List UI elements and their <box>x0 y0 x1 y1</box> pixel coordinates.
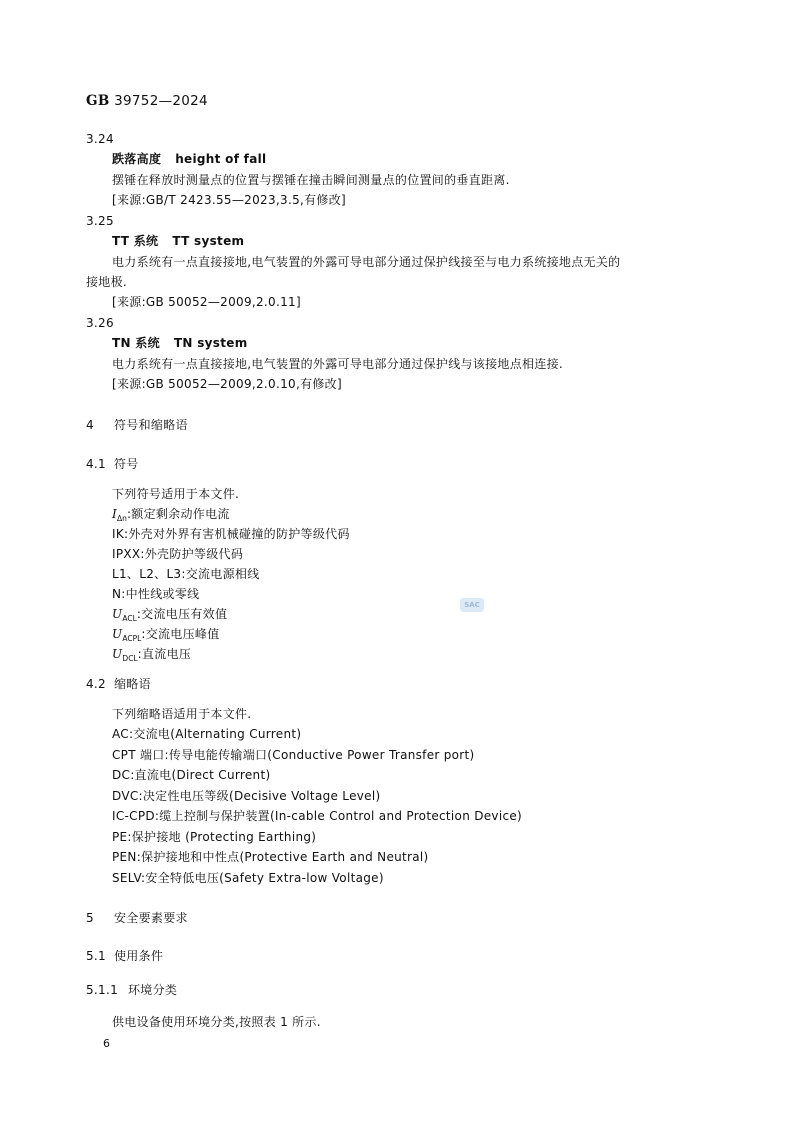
section-title: 安全要素要求 <box>114 911 188 925</box>
standard-code: GB <box>86 93 110 109</box>
symbol-item: IK:外壳对外界有害机械碰撞的防护等级代码 <box>112 527 350 541</box>
abbreviation-item: DC:直流电(Direct Current) <box>112 768 271 782</box>
section-number: 4.1 <box>86 457 106 471</box>
section-5-1-1-heading <box>86 982 177 998</box>
term-zh: TT 系统 <box>112 234 159 248</box>
symbol-item: $U_{DCL}$:直流电压 <box>112 647 192 663</box>
symbol-item: $U_{ACPL}$:交流电压峰值 <box>112 627 220 643</box>
section-4-1-heading <box>86 456 139 472</box>
section-title: 符号 <box>114 457 139 471</box>
section-number: 5 <box>86 911 94 925</box>
sac-watermark: SAC <box>460 598 484 612</box>
section-4-heading <box>86 417 188 433</box>
term-3-24 <box>112 151 266 167</box>
term-3-26-source: [来源:GB 50052—2009,2.0.10,有修改] <box>112 377 342 391</box>
symbol-item: N:中性线或零线 <box>112 587 200 601</box>
section-title: 缩略语 <box>114 677 151 691</box>
term-3-25 <box>112 233 244 249</box>
term-en: TN system <box>173 336 248 350</box>
abbreviation-item: CPT 端口:传导电能传输端口(Conductive Power Transfer port) <box>112 748 475 762</box>
standard-header <box>86 93 208 109</box>
section-title: 环境分类 <box>128 983 178 997</box>
section-number: 5.1.1 <box>86 983 119 997</box>
symbol-item: IPXX:外壳防护等级代码 <box>112 547 244 561</box>
term-number-3-24: 3.24 <box>86 132 114 146</box>
section-number: 5.1 <box>86 949 106 963</box>
term-3-25-definition-line-2: 接地极. <box>86 275 128 289</box>
abbreviations-intro: 下列缩略语适用于本文件. <box>112 707 252 721</box>
term-3-26 <box>112 335 248 351</box>
standard-number: 39752—2024 <box>114 93 208 109</box>
section-5-1-1-text: 供电设备使用环境分类,按照表 1 所示. <box>112 1015 321 1029</box>
term-3-25-source: [来源:GB 50052—2009,2.0.11] <box>112 295 301 309</box>
abbreviation-item: PEN:保护接地和中性点(Protective Earth and Neutral) <box>112 850 429 864</box>
term-3-26-definition: 电力系统有一点直接接地,电气装置的外露可导电部分通过保护线与该接地点相连接. <box>112 357 564 371</box>
section-5-heading <box>86 910 188 926</box>
term-en: height of fall <box>175 152 267 166</box>
section-title: 符号和缩略语 <box>114 418 188 432</box>
term-3-24-definition: 摆锤在释放时测量点的位置与摆锤在撞击瞬间测量点的位置间的垂直距离. <box>112 173 510 187</box>
term-number-3-25: 3.25 <box>86 214 114 228</box>
section-number: 4.2 <box>86 677 106 691</box>
term-en: TT system <box>172 234 245 248</box>
symbol-item: L1、L2、L3:交流电源相线 <box>112 567 260 581</box>
symbol-item: $I_{\Delta n}$:额定剩余动作电流 <box>112 507 230 523</box>
term-zh: TN 系统 <box>112 336 160 350</box>
page-number: 6 <box>103 1037 110 1050</box>
symbol-item: $U_{ACL}$:交流电压有效值 <box>112 607 228 623</box>
term-number-3-26: 3.26 <box>86 316 114 330</box>
abbreviation-item: SELV:安全特低电压(Safety Extra-low Voltage) <box>112 871 384 885</box>
section-5-1-heading <box>86 948 163 964</box>
symbols-intro: 下列符号适用于本文件. <box>112 487 240 501</box>
abbreviation-item: DVC:决定性电压等级(Decisive Voltage Level) <box>112 789 381 803</box>
section-title: 使用条件 <box>114 949 164 963</box>
term-3-24-source: [来源:GB/T 2423.55—2023,3.5,有修改] <box>112 193 347 207</box>
abbreviation-item: AC:交流电(Alternating Current) <box>112 727 302 741</box>
abbreviation-item: IC-CPD:缆上控制与保护装置(In-cable Control and Protection Device) <box>112 809 523 823</box>
term-zh: 跌落高度 <box>112 152 162 166</box>
section-4-2-heading <box>86 676 151 692</box>
term-3-25-definition-line-1: 电力系统有一点直接接地,电气装置的外露可导电部分通过保护线接至与电力系统接地点无关的 <box>112 255 621 269</box>
section-number: 4 <box>86 418 94 432</box>
abbreviation-item: PE:保护接地 (Protecting Earthing) <box>112 830 317 844</box>
